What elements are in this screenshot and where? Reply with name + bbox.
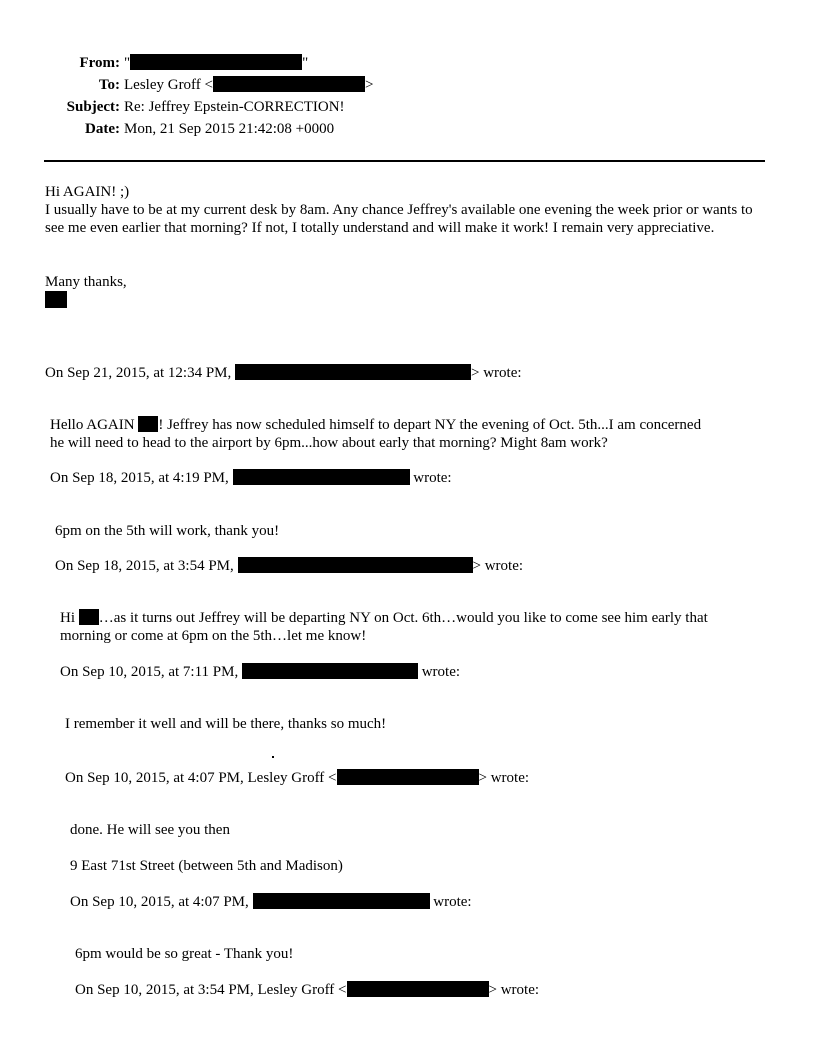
redaction-block bbox=[79, 609, 99, 625]
redaction-block bbox=[235, 364, 471, 380]
to-value: Lesley Groff < > bbox=[124, 77, 374, 93]
subject-value: Re: Jeffrey Epstein-CORRECTION! bbox=[124, 99, 345, 115]
greeting: Hi AGAIN! ;) bbox=[45, 184, 130, 200]
signoff: Many thanks, bbox=[45, 274, 127, 290]
redaction-block bbox=[347, 981, 489, 997]
redaction-block bbox=[233, 469, 410, 485]
quoted-message: done. He will see you then bbox=[70, 822, 230, 838]
redaction-block bbox=[213, 76, 365, 92]
attribution-line: On Sep 10, 2015, at 3:54 PM, Lesley Groff < > wrote: bbox=[75, 982, 540, 998]
header-subject bbox=[0, 98, 816, 116]
to-label: To: bbox=[98, 77, 120, 93]
redaction-block bbox=[253, 893, 430, 909]
from-label: From: bbox=[79, 55, 120, 71]
stray-mark bbox=[272, 756, 274, 758]
redaction-block bbox=[242, 663, 418, 679]
redaction-block bbox=[238, 557, 473, 573]
attribution-line: On Sep 18, 2015, at 4:19 PM, wrote: bbox=[50, 470, 452, 486]
quoted-message: I remember it well and will be there, thanks so much! bbox=[65, 716, 387, 732]
attribution-line: On Sep 18, 2015, at 3:54 PM, > wrote: bbox=[55, 558, 524, 574]
redaction-block bbox=[130, 54, 302, 70]
header-date bbox=[0, 120, 816, 138]
attribution-line: On Sep 21, 2015, at 12:34 PM, > wrote: bbox=[45, 365, 522, 381]
quoted-message-line: he will need to head to the airport by 6pm...how about early that morning? Might 8am work? bbox=[50, 435, 608, 451]
attribution-line: On Sep 10, 2015, at 7:11 PM, wrote: bbox=[60, 664, 461, 680]
quoted-address: 9 East 71st Street (between 5th and Madison) bbox=[70, 858, 343, 874]
quoted-message: Hello AGAIN ! Jeffrey has now scheduled himself to depart NY the evening of Oct. 5th...I am concerned bbox=[50, 417, 702, 433]
redaction-block bbox=[337, 769, 479, 785]
date-value: Mon, 21 Sep 2015 21:42:08 +0000 bbox=[124, 121, 335, 137]
attribution-line: On Sep 10, 2015, at 4:07 PM, Lesley Groff < > wrote: bbox=[65, 770, 530, 786]
quoted-message-line: morning or come at 6pm on the 5th…let me know! bbox=[60, 628, 367, 644]
quoted-message: 6pm on the 5th will work, thank you! bbox=[55, 523, 280, 539]
quoted-message: 6pm would be so great - Thank you! bbox=[75, 946, 294, 962]
date-label: Date: bbox=[85, 121, 120, 137]
signature-redaction bbox=[45, 291, 67, 308]
header-divider bbox=[44, 160, 765, 162]
header-to bbox=[0, 76, 816, 94]
body-paragraph: I usually have to be at my current desk by 8am. Any chance Jeffrey's available one evening the week prior or wants to see me even earlier that morning? If not, I totally understand and will make it work! I remain very appreciative. bbox=[45, 202, 753, 236]
redaction-block bbox=[138, 416, 158, 432]
quoted-message: Hi …as it turns out Jeffrey will be departing NY on Oct. 6th…would you like to come see him early that bbox=[60, 610, 708, 626]
subject-label: Subject: bbox=[66, 99, 120, 115]
attribution-line: On Sep 10, 2015, at 4:07 PM, wrote: bbox=[70, 894, 472, 910]
from-value: " " bbox=[124, 55, 309, 71]
header-from bbox=[0, 54, 816, 72]
